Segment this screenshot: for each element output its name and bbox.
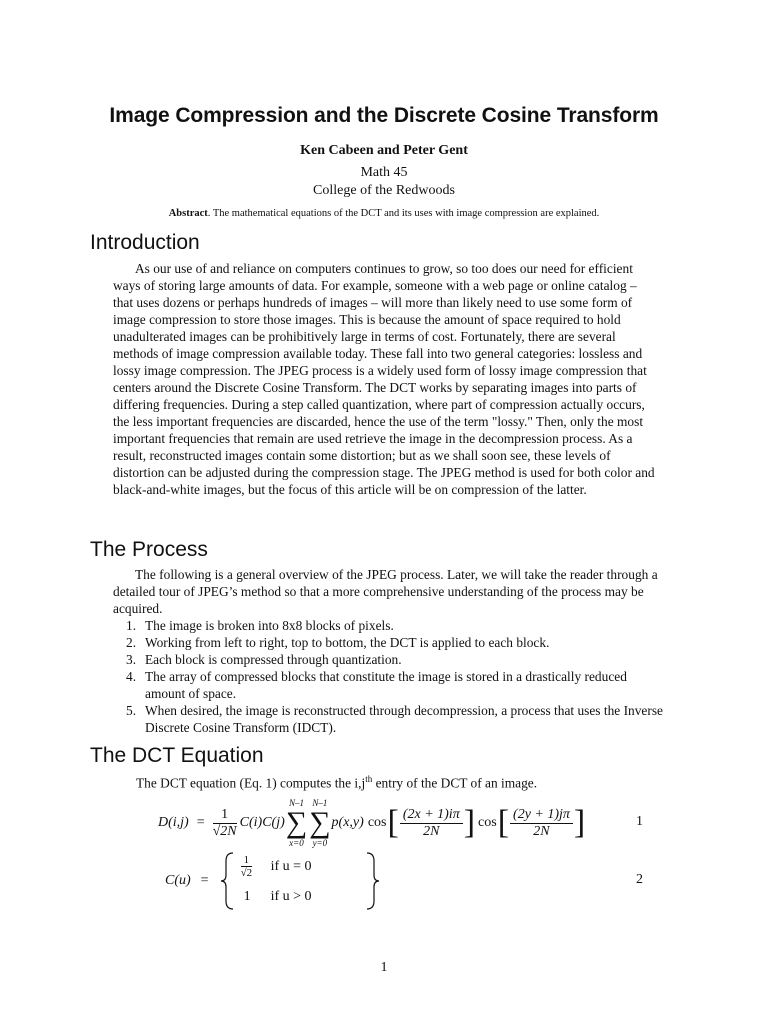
introduction-paragraph: As our use of and reliance on computers continues to grow, so too does our need for efficient ways of storing large amounts of data. For example, someone with a web page or online catalog – that uses dozens or perhaps hundreds of images – will more than likely need to use some form of image compression to store those images. This is because the amount of space required to hold unadulterated images can be prohibitively large in terms of cost. Fortunately, there are several methods of image compression available today. These fall into two general categories: lossless and lossy image compression. The JPEG process is a widely used form of lossy image compression that centers around the Discrete Cosine Transform. The DCT works by separating images into parts of differing frequencies. During a step called quantization, where part of compression actually occurs, the less important frequencies are discarded, hence the use of the term "lossy." Then, only the most important frequencies that remain are used retrieve the image in the decompression process. As a result, reconstructed images contain some distortion; but as we shall soon see, these levels of distortion can be adjusted during the compression stage. The JPEG method is used for both color and black-and-white images, but the focus of this article will be on compression of the latter. (113, 261, 655, 497)
equation-2 (165, 850, 381, 912)
eq2-case2-value: 1 (243, 889, 251, 904)
eq2-cases (235, 851, 365, 911)
eq1-cos-1: cos (367, 815, 387, 830)
step-number: 3. (126, 652, 137, 667)
eq1-cos2-argument (510, 807, 573, 840)
eq1-sum-x-upper: N–1 (288, 798, 304, 808)
course-name: Math 45 (360, 165, 408, 180)
step-number: 5. (126, 703, 137, 718)
eq1-sum-x (286, 798, 307, 848)
abstract (0, 208, 768, 219)
eq1-sum-y (309, 798, 330, 848)
abstract-text: . The mathematical equations of the DCT and its uses with image compression are explained. (207, 208, 600, 219)
eq1-cos1-denominator: 2N (423, 823, 440, 839)
college-name: College of the Redwoods (313, 183, 455, 198)
list-item (113, 651, 668, 668)
dct-intro-sentence (136, 771, 681, 791)
authors: Ken Cabeen and Peter Gent (300, 143, 468, 158)
eq1-sum-x-lower: x=0 (289, 838, 304, 848)
section-heading-process: The Process (90, 538, 208, 561)
eq1-lhs: D(i,j) (158, 815, 189, 830)
paper-title: Image Compression and the Discrete Cosine Transform (109, 104, 659, 127)
step-number: 1. (126, 618, 137, 633)
eq2-lhs: C(u) (165, 873, 191, 888)
eq1-cos-2: cos (478, 815, 497, 830)
process-steps-list (113, 617, 668, 736)
eq1-cos1-argument (400, 807, 463, 840)
equation-1 (158, 800, 586, 846)
page-number: 1 (380, 960, 388, 975)
sigma-icon: ∑ (285, 806, 308, 839)
eq2-equals: = (200, 873, 209, 888)
eq2-case2-condition: if u > 0 (270, 889, 312, 904)
step-text: The image is broken into 8x8 blocks of pixels. (145, 618, 394, 633)
eq1-sum-y-lower: y=0 (312, 838, 328, 848)
eq2-case1-denominator: √2 (240, 867, 253, 879)
equation-1-number: 1 (636, 814, 643, 829)
eq1-sum-y-upper: N–1 (312, 798, 328, 808)
eq1-cos1-numerator: (2x + 1)iπ (400, 807, 463, 824)
sigma-icon: ∑ (309, 806, 331, 839)
eq1-coef-numerator: 1 (213, 807, 237, 824)
equation-2-number: 2 (636, 872, 643, 887)
step-text: When desired, the image is reconstructed through decompression, a process that uses the Inverse Discrete Cosine Transform (IDCT). (145, 703, 663, 735)
section-heading-introduction: Introduction (90, 231, 200, 254)
process-paragraph: The following is a general overview of the JPEG process. Later, we will take the reader through a detailed tour of JPEG’s method so that a more comprehensive understanding of the process may be acquired. (113, 567, 658, 616)
right-bracket-icon: ] (573, 804, 586, 841)
list-item (113, 668, 668, 702)
step-text: Each block is compressed through quantization. (145, 652, 402, 667)
step-text: Working from left to right, top to bottom, the DCT is applied to each block. (145, 635, 550, 650)
eq1-equals: = (196, 815, 205, 830)
abstract-label: Abstract (168, 208, 208, 219)
eq1-cos2-denominator: 2N (533, 823, 550, 839)
eq1-cos2-numerator: (2y + 1)jπ (510, 807, 573, 824)
step-number: 4. (126, 669, 137, 684)
eq2-case1-condition: if u = 0 (270, 859, 312, 874)
right-bracket-icon: ] (463, 804, 476, 841)
section-heading-dct-equation: The DCT Equation (90, 744, 264, 767)
dct-intro-after: entry of the DCT of an image. (372, 775, 538, 791)
eq1-coef-denominator: √2N (212, 823, 237, 839)
list-item (113, 617, 668, 634)
left-bracket-icon: [ (497, 804, 510, 841)
left-brace-icon (219, 851, 235, 911)
step-text: The array of compressed blocks that constitute the image is stored in a drastically reduced amount of space. (145, 669, 627, 701)
eq2-case1-numerator: 1 (241, 855, 253, 867)
eq1-coefficient (213, 807, 237, 840)
eq2-case1-value (241, 855, 253, 879)
list-item (113, 702, 668, 736)
eq1-pixel: p(x,y) (331, 815, 364, 830)
list-item (113, 634, 668, 651)
right-brace-icon (365, 851, 381, 911)
left-bracket-icon: [ (387, 804, 399, 841)
step-number: 2. (126, 635, 137, 650)
dct-intro-before: The DCT equation (Eq. 1) computes the i,j (136, 775, 366, 791)
dct-intro-superscript: th (365, 774, 373, 784)
eq1-c-terms: C(i)C(j) (239, 815, 285, 830)
